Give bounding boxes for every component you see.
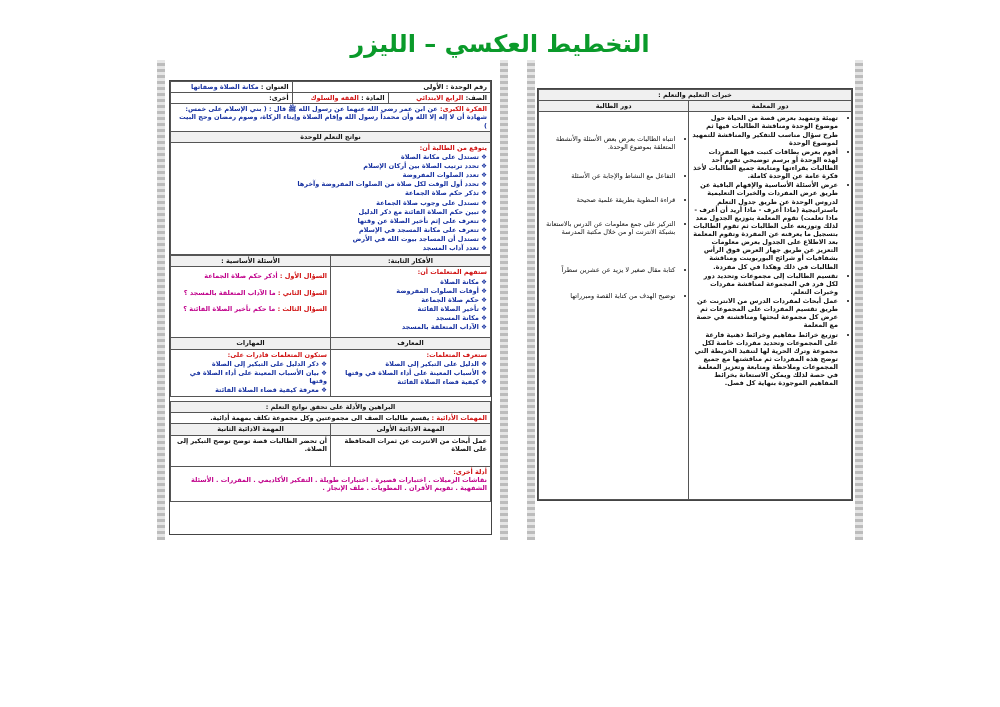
student-role-cell [539,112,689,500]
knowledge-header: المعارف [331,338,491,349]
student-role-list [542,135,685,300]
list-item: ❖ تبين حكم الصلاة الفائتة مع ذكر الدليل [174,208,487,216]
list-item: ❖ تتعرف على مكانة المسجد في الإسلام [174,226,487,234]
unit-title: مكانة الصلاة وصفاتها [191,83,259,91]
list-item: ❖ الأسباب المعينة على أداء الصلاة في وقتها [334,369,487,377]
questions-cell [171,267,331,338]
unit-info-table [170,81,491,255]
list-item: ❖ تأخير الصلاة الفائتة [334,305,487,313]
unit-number: رقم الوحدة : الأولى [292,82,490,93]
experiences-header: خبرات التعليم والتعلم : [539,90,852,101]
other-cell: أخرى: [171,93,293,104]
teacher-role-cell [689,112,852,500]
knowledge-cell: ستعرف المتعلمات: ❖ الدليل على التبكير إلى الصلاة ❖ الأسباب المعينة على أداء الصلاة في وقتها ❖ كيفية قضاء الصلاة الفائتة [331,349,491,397]
learning-experiences-table [538,89,852,500]
list-item: ❖ أوقات الصلوات المفروضة [334,287,487,295]
list-item: • عمل أبحاث لمفردات الدرس من الانترنت عن طريق تقسيم المفردات على المجموعات ثم عرض كل مجموعة لبحثها ومناقشته في حصة مع المعلمة [692,297,838,330]
evidence-header: البراهين والأدلة على تحقق نواتج التعلم : [171,402,491,413]
right-page-edge [527,60,535,540]
list-item: • أقوم بعرض بطاقات كتبت فيها المفردات لهذه الوحدة أو برسم توضيحي تقوم أحد الطالبات بقراءتها ومتابعة جميع الطالبات لأخذ فكرة عامة عن الوحدة كاملة. [692,148,838,181]
expected-outcomes: يتوقع من الطالبة أن: ❖ تستدل على مكانة الصلاة ❖ تحدد ترتيب الصلاة بين أركان الإسلام ❖ تعدد الصلوات المفروضة ❖ تحدد أول الوقت لكل صلاة من الصلوات المفروضة وآخرها ❖ تذكر حكم صلاة الجماعة ❖ تستدل على وجوب صلاة الجماعة ❖ تبين حكم الصلاة الفائتة مع ذكر الدليل ❖ تتعرف على إثم تأخير الصلاة عن وقتها ❖ تتعرف على مكانة المسجد في الإسلام ❖ تستدل أن المساجد بيوت الله في الأرض ❖ تعدد آداب المسجد [171,142,491,255]
list-item: ❖ مكانة المسجد [334,314,487,322]
ideas-questions-table [170,255,491,397]
left-page-edge [157,60,165,540]
task-1-text: عمل أبحاث من الانترنت عن ثمرات المحافظة على الصلاة [331,435,491,466]
outcomes-header: نواتج التعلم للوحدة [171,131,491,142]
list-item: ❖ تستدل أن المساجد بيوت الله في الأرض [174,235,487,243]
subject-cell: المادة : الفقه والسلوك [292,93,388,104]
left-page-frame [169,80,492,535]
question-3: السؤال الثالث : ما حكم تأخير الصلاة الفائتة ؟ [183,304,327,313]
questions-header: الأسئلة الأساسية : [171,256,331,267]
list-item: • توزيع خرائط مفاهيم وخرائط ذهنية فارغة على المجموعات وتحديد مفردات خاصة لكل مجموعة وترك الحرية لها لتنفيذ الخريطة التي توضح هذه المفردات ثم مناقشتها مع جميع المجموعات وملاحظة ومتابعة وتعزيز المعلمة في حصة لذلك ويمكن الاستعانة بخرائط المفاهيم الموجودة بنهاية كل فصل. [692,331,838,388]
big-idea: الفكرة الكبرى: عن ابن عمر رضي الله عنهما عن رسول الله ﷺ قال : ( بني الإسلام على خمس: شهادة أن لا إله إلا الله وأن محمداً رسول الله وإقام الصلاة وإيتاء الزكاة، وصوم رمضان وحج البيت ) [171,104,491,131]
other-evidence: أدلة أخرى: نقاشات الزميلات . اختبارات قصيرة . اختبارات طويلة . التفكير الأكاديمي . المقررات . الأسئلة الشفهية . تقويم الأقران . المطويات . ملف الإنجاز . [171,466,491,501]
list-item: • قراءة المطوية بطريقة علمية صحيحة [542,196,675,204]
list-item: ❖ تحدد أول الوقت لكل صلاة من الصلوات المفروضة وآخرها [174,180,487,188]
question-1: السؤال الأول : أذكر حكم صلاة الجماعة [204,272,327,281]
list-item: ❖ الدليل على التبكير إلى الصلاة [334,360,487,368]
task-2-header: المهمة الادائية الثانية [171,424,331,435]
list-item: ❖ تستدل على مكانة الصلاة [174,153,487,161]
right-page [535,60,855,540]
evidence-table [170,401,491,501]
task-2-text: أن تحضر الطالبات قصة توضح توضح التبكير إلى الصلاة. [171,435,331,466]
task-1-header: المهمة الادائية الأولى [331,424,491,435]
skills-cell: ستكون المتعلمات قادرات على: ❖ ذكر الدليل على التبكير إلى الصلاة ❖ بيان الأسباب المعينة على أداء الصلاة في وقتها ❖ معرفة كيفية قضاء الصلاة الفائتة [171,349,331,397]
expected-outcomes-list [174,153,487,252]
list-item: • توضيح الهدف من كتابة القصة ومبرراتها [542,292,675,300]
unit-title-cell: العنوان : مكانة الصلاة وصفاتها [171,82,293,93]
list-item: • التفاعل مع النشاط والإجابة عن الأسئلة [542,172,675,180]
list-item: ❖ تحدد ترتيب الصلاة بين أركان الإسلام [174,162,487,170]
list-item: ❖ مكانة الصلاة [334,278,487,286]
list-item: ❖ حكم صلاة الجماعة [334,296,487,304]
teacher-role-header: دور المعلمة [689,101,852,112]
list-item: ❖ تعدد آداب المسجد [174,244,487,252]
list-item: • تقسيم الطالبات إلى مجموعات وتحديد دور لكل فرد في المجموعة لمناقشة مفردات وخبرات التعلم. [692,272,838,296]
tasks-intro: المهمات الأدائية : يقسم طالبات الصف الى مجموعتين وكل مجموعة تكلف بمهمة أدائية. [171,413,491,424]
left-page-edge-right [500,60,508,540]
right-page-edge-right [855,60,863,540]
page-title: التخطيط العكسي – الليزر [350,30,650,58]
list-item: • كتابة مقال صغير لا يزيد عن عشرين سطراً [542,266,675,274]
list-item: ❖ تستدل على وجوب صلاة الجماعة [174,199,487,207]
grade-cell: الصف: الرابع الابتدائي [388,93,490,104]
left-page [165,60,500,540]
list-item: • تهيئة وتمهيد بعرض قصة من الحياة حول موضوع الوحدة ومناقشة الطالبات فيها ثم طرح سؤال مناسب للتفكير والمناقشة للتمهيد لموضوع الوحدة [692,114,838,147]
list-item: ❖ تتعرف على إثم تأخير الصلاة عن وقتها [174,217,487,225]
right-page-frame [537,88,853,501]
teacher-role-list [692,114,848,387]
list-item: • التركيز على جمع معلومات عن الدرس بالاستعانة بشبكة الانترنت او من خلال مكتبة المدرسة [542,220,675,236]
list-item: ❖ كيفية قضاء الصلاة الفائتة [334,378,487,386]
question-2: السؤال الثاني : ما الآداب المتعلقة بالمسجد ؟ [183,288,327,297]
list-item: ❖ بيان الأسباب المعينة على أداء الصلاة في وقتها [174,369,327,385]
list-item: ❖ الآداب المتعلقة بالمسجد [334,323,487,331]
list-item: • عرض الأسئلة الأساسية والإفهام الباقية عن طريق عرض المفردات والخبرات التعليمية لدروس الوحدة عن طريق جدول التعلم باستراتيجية (ماذا أعرف - ماذا أريد أن أعرف - ماذا تعلمت) تقوم المعلمة بتوزيع الجدول معد لذلك وتوزيعه على الطالبات ثم تقوم الطالبات بتسجيل ما يعرفنه عن المفردة وتقوم المعلمة بعد الاطلاع على الجدول بعرض معلومات التعزيز عن طريق جهاز العرض فوق الرأس بشفافيات أو شرائح البوربوينت ومناقشة الطالبات في ذلك وهكذا في كل مفردة. [692,181,838,270]
skills-header: المهارات [171,338,331,349]
ideas-header: الأفكار الثابتة: [331,256,491,267]
list-item: ❖ ذكر الدليل على التبكير إلى الصلاة [174,360,327,368]
list-item: ❖ تعدد الصلوات المفروضة [174,171,487,179]
list-item: • انتباه الطالبات بعرض بعض الأسئلة والأنشطة المتعلقة بموضوع الوحدة. [542,135,675,151]
student-role-header: دور الطالبة [539,101,689,112]
list-item: ❖ تذكر حكم صلاة الجماعة [174,189,487,197]
list-item: ❖ معرفة كيفية قضاء الصلاة الفائتة [174,386,327,394]
ideas-cell: ستفهم المتعلمات أن: ❖ مكانة الصلاة ❖ أوقات الصلوات المفروضة ❖ حكم صلاة الجماعة ❖ تأخير الصلاة الفائتة ❖ مكانة المسجد ❖ الآداب المتعلقة بالمسجد [331,267,491,338]
